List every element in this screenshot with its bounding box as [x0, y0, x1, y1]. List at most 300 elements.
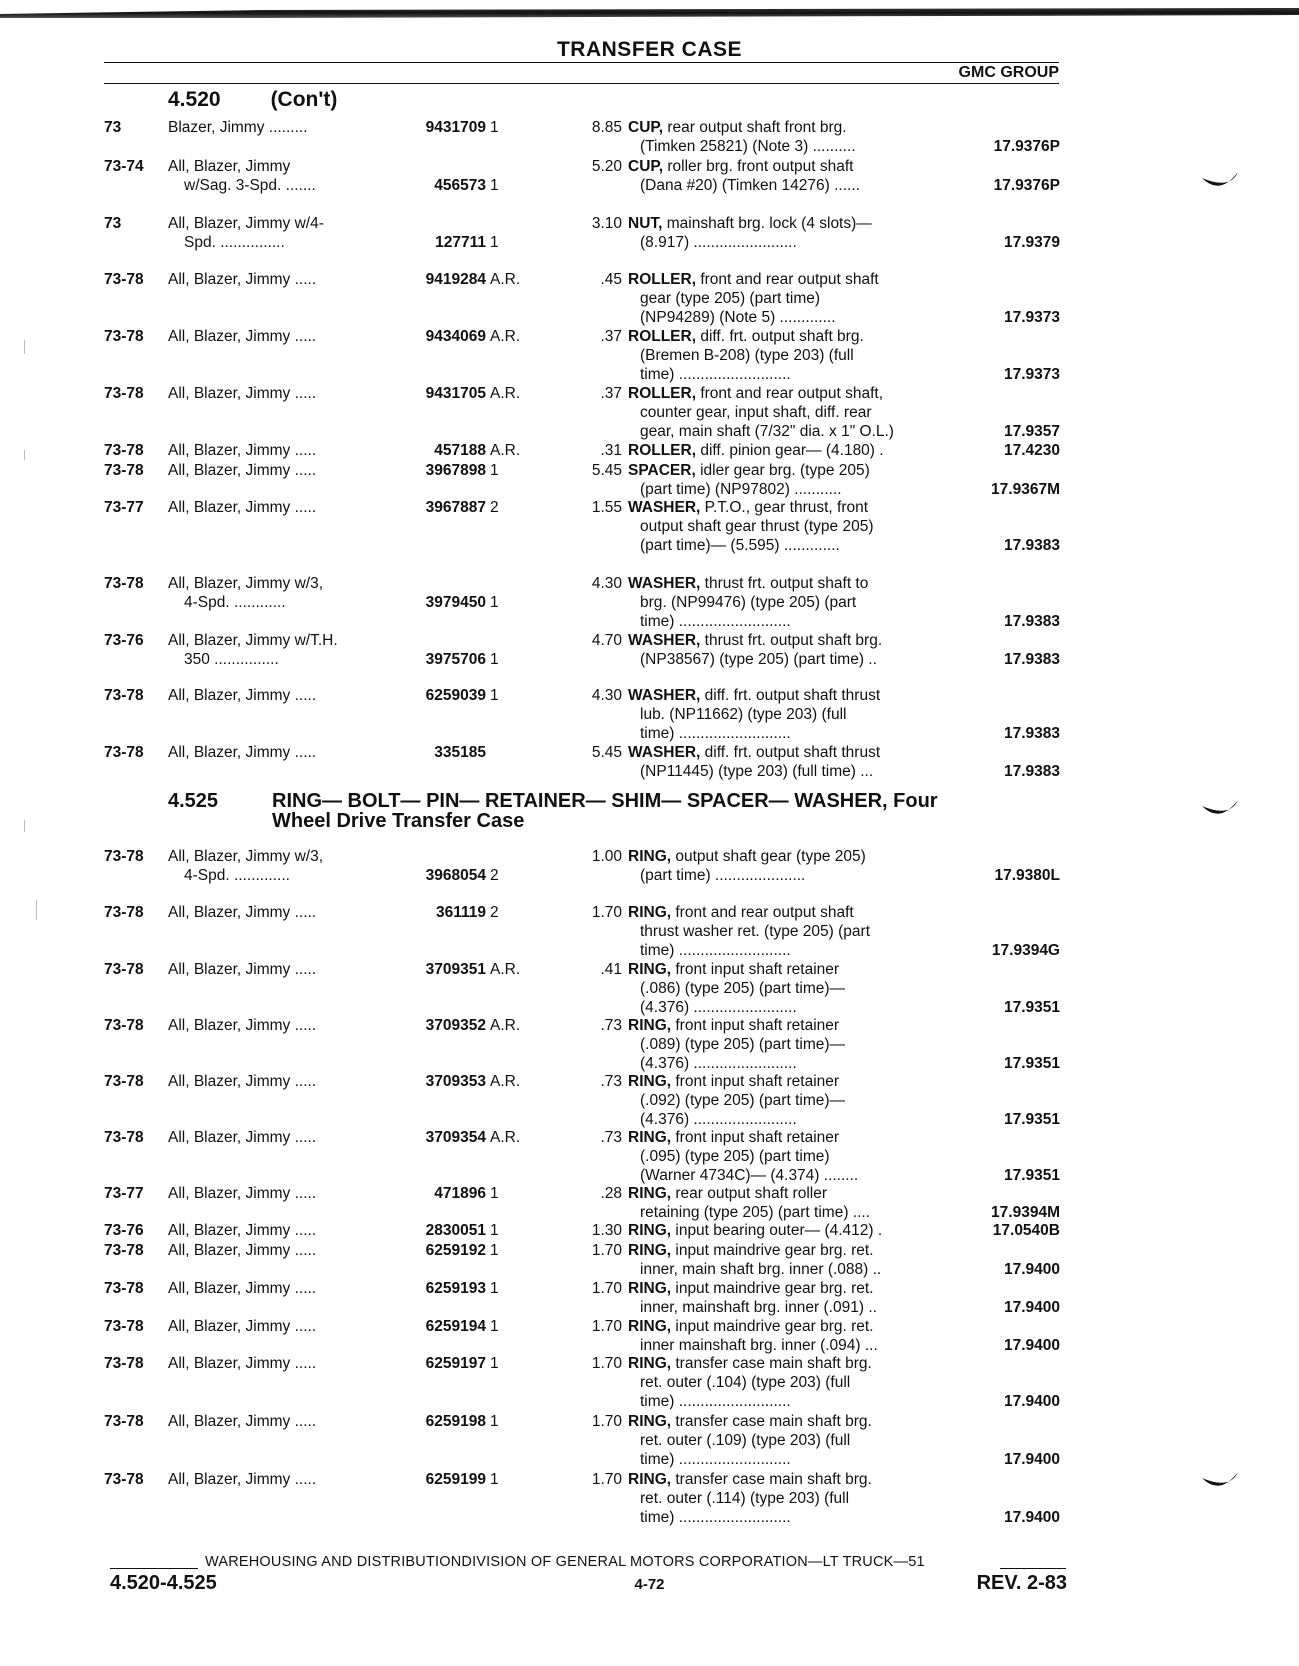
- description-text: transfer case main shaft brg.: [675, 1413, 872, 1430]
- price: 1.70: [591, 1413, 622, 1430]
- description-line: (Warner 4734C)— (4.374) ........: [640, 1167, 859, 1184]
- description-line: ret. outer (.109) (type 203) (full: [640, 1432, 851, 1449]
- description: [628, 686, 948, 743]
- price: 4.30: [591, 575, 622, 592]
- price: .45: [600, 271, 622, 288]
- part-name: RING,: [628, 1129, 672, 1146]
- quantity: A.R.: [490, 1017, 521, 1034]
- description: [628, 1221, 948, 1240]
- description-line: thrust washer ret. (type 205) (part: [640, 923, 871, 940]
- application-line: All, Blazer, Jimmy .....: [168, 462, 317, 479]
- description: [628, 1241, 948, 1279]
- description-text: diff. frt. output shaft brg.: [700, 328, 864, 345]
- part-number: 457188: [434, 442, 486, 459]
- description-line: [628, 686, 948, 705]
- application-line: All, Blazer, Jimmy w/T.H.: [168, 632, 338, 649]
- price: 1.00: [591, 848, 622, 865]
- description-line: (Timken 25821) (Note 3) ..........: [640, 138, 856, 155]
- part-number: 6259192: [425, 1242, 486, 1259]
- part-name: RING,: [628, 1185, 672, 1202]
- part-number: 3709354: [425, 1129, 486, 1146]
- description-line: [628, 214, 948, 233]
- model-years: 73: [104, 119, 122, 136]
- description-line: inner, main shaft brg. inner (.088) ..: [640, 1261, 882, 1278]
- price: 5.20: [591, 158, 622, 175]
- description-line: [628, 743, 948, 762]
- application-line: All, Blazer, Jimmy .....: [168, 1280, 317, 1297]
- application: [168, 461, 383, 480]
- description: [628, 1184, 948, 1222]
- price: 4.70: [591, 632, 622, 649]
- description: [628, 847, 948, 885]
- part-number: 3979450: [425, 594, 486, 611]
- application-line: All, Blazer, Jimmy .....: [168, 271, 317, 288]
- description-text: input maindrive gear brg. ret.: [675, 1318, 874, 1335]
- description: [628, 903, 948, 960]
- description-text: front and rear output shaft: [675, 904, 854, 921]
- description-line: [628, 1354, 948, 1373]
- quantity: 1: [490, 1413, 499, 1430]
- model-years: 73-78: [104, 687, 144, 704]
- application: [168, 1317, 383, 1336]
- price: 1.70: [591, 904, 622, 921]
- catalog-number: 17.9376P: [993, 138, 1060, 155]
- model-years: 73-78: [104, 462, 144, 479]
- catalog-number: 17.9357: [1003, 423, 1060, 440]
- group-rule: [104, 83, 1059, 84]
- description-line: [628, 1412, 948, 1431]
- description: [628, 384, 948, 441]
- description: [628, 1412, 948, 1469]
- application-line: All, Blazer, Jimmy .....: [168, 1185, 317, 1202]
- application-line: All, Blazer, Jimmy .....: [168, 442, 317, 459]
- description-line: inner, mainshaft brg. inner (.091) ..: [640, 1299, 877, 1316]
- description-line: (.092) (type 205) (part time)—: [640, 1092, 846, 1109]
- description-text: thrust frt. output shaft to: [704, 575, 869, 592]
- description-line: [628, 1241, 948, 1260]
- quantity: 1: [490, 177, 499, 194]
- price: .37: [600, 385, 622, 402]
- description-text: input bearing outer— (4.412) .: [675, 1222, 883, 1239]
- title-rule: [104, 62, 1059, 63]
- part-name: RING,: [628, 961, 672, 978]
- description-text: idler gear brg. (type 205): [700, 462, 870, 479]
- description-line: (part time) (NP97802) ...........: [640, 481, 842, 498]
- part-number: 9434069: [425, 328, 486, 345]
- catalog-number: 17.9383: [1003, 725, 1060, 742]
- part-name: RING,: [628, 1242, 672, 1259]
- part-name: ROLLER,: [628, 271, 697, 288]
- description-text: diff. pinion gear— (4.180) .: [700, 442, 884, 459]
- part-name: ROLLER,: [628, 328, 697, 345]
- part-name: NUT,: [628, 215, 663, 232]
- description-line: inner mainshaft brg. inner (.094) ...: [640, 1337, 878, 1354]
- description-line: [628, 1184, 948, 1203]
- catalog-number: 17.9400: [1003, 1393, 1060, 1410]
- description-text: roller brg. front output shaft: [667, 158, 854, 175]
- part-number: 471896: [434, 1185, 486, 1202]
- description: [628, 1470, 948, 1527]
- price: 1.30: [591, 1222, 622, 1239]
- part-number: 335185: [434, 744, 486, 761]
- catalog-number: 17.9383: [1003, 613, 1060, 630]
- application-line: All, Blazer, Jimmy .....: [168, 1242, 317, 1259]
- part-number: 3967887: [425, 499, 486, 516]
- price: 8.85: [591, 119, 622, 136]
- description-text: front and rear output shaft: [700, 271, 879, 288]
- description-line: (4.376) ........................: [640, 1111, 797, 1128]
- part-number: 3709353: [425, 1073, 486, 1090]
- description-line: (part time) .....................: [640, 867, 806, 884]
- binder-mark-bottom: [1200, 1470, 1240, 1492]
- model-years: 73: [104, 215, 122, 232]
- description-line: (8.917) ........................: [640, 234, 797, 251]
- application: [168, 214, 383, 252]
- description-text: input maindrive gear brg. ret.: [675, 1280, 874, 1297]
- catalog-number: 17.9383: [1003, 537, 1060, 554]
- description-line: [628, 1072, 948, 1091]
- description-line: [628, 631, 948, 650]
- model-years: 73-78: [104, 1471, 144, 1488]
- application-line: All, Blazer, Jimmy .....: [168, 1471, 317, 1488]
- part-number: 9431705: [425, 385, 486, 402]
- application: [168, 903, 383, 922]
- catalog-number: 17.9394M: [991, 1204, 1060, 1221]
- margin-tick: [36, 900, 37, 920]
- description-line: (.095) (type 205) (part time): [640, 1148, 830, 1165]
- price: .28: [600, 1185, 622, 1202]
- part-number: 3968054: [425, 867, 486, 884]
- description-text: transfer case main shaft brg.: [675, 1471, 872, 1488]
- quantity: A.R.: [490, 1073, 521, 1090]
- part-number: 6259039: [425, 687, 486, 704]
- description: [628, 1128, 948, 1185]
- part-number: 3709351: [425, 961, 486, 978]
- part-number: 6259194: [425, 1318, 486, 1335]
- application-line: All, Blazer, Jimmy: [168, 158, 291, 175]
- catalog-number: 17.4230: [1003, 442, 1060, 459]
- application: [168, 384, 383, 403]
- quantity: A.R.: [490, 385, 521, 402]
- part-name: RING,: [628, 1280, 672, 1297]
- part-name: WASHER,: [628, 744, 701, 761]
- application-line: All, Blazer, Jimmy .....: [168, 328, 317, 345]
- part-name: CUP,: [628, 158, 664, 175]
- application-line: All, Blazer, Jimmy .....: [168, 1017, 317, 1034]
- description-text: thrust frt. output shaft brg.: [704, 632, 883, 649]
- footer-rule-right: [1000, 1568, 1066, 1569]
- description: [628, 1072, 948, 1129]
- catalog-number: 17.9400: [1003, 1451, 1060, 1468]
- model-years: 73-78: [104, 1318, 144, 1335]
- quantity: 1: [490, 1471, 499, 1488]
- description-text: diff. frt. output shaft thrust: [704, 687, 881, 704]
- price: 1.70: [591, 1280, 622, 1297]
- quantity: A.R.: [490, 1129, 521, 1146]
- description-line: (.089) (type 205) (part time)—: [640, 1036, 846, 1053]
- application: [168, 118, 383, 137]
- part-name: RING,: [628, 1222, 672, 1239]
- quantity: 1: [490, 119, 499, 136]
- application-line: Spd. ...............: [184, 234, 285, 251]
- description-line: time) ..........................: [640, 1509, 791, 1526]
- quantity: 1: [490, 594, 499, 611]
- description-line: gear (type 205) (part time): [640, 290, 821, 307]
- application-line: All, Blazer, Jimmy .....: [168, 904, 317, 921]
- group-title-line1: RING— BOLT— PIN— RETAINER— SHIM— SPACER— WASHER, Four: [272, 790, 938, 812]
- part-number: 6259198: [425, 1413, 486, 1430]
- description-line: time) ..........................: [640, 942, 791, 959]
- application: [168, 1221, 383, 1240]
- catalog-number: 17.9383: [1003, 651, 1060, 668]
- description-line: [628, 1470, 948, 1489]
- application-line: w/Sag. 3-Spd. .......: [184, 177, 316, 194]
- application-line: All, Blazer, Jimmy .....: [168, 1073, 317, 1090]
- application-line: All, Blazer, Jimmy .....: [168, 499, 317, 516]
- catalog-number: 17.0540B: [992, 1222, 1060, 1239]
- margin-tick: [24, 450, 25, 460]
- description-text: front input shaft retainer: [675, 961, 840, 978]
- price: 1.55: [591, 499, 622, 516]
- quantity: 1: [490, 1242, 499, 1259]
- description-text: P.T.O., gear thrust, front: [704, 499, 869, 516]
- model-years: 73-78: [104, 904, 144, 921]
- model-years: 73-78: [104, 1242, 144, 1259]
- description: [628, 960, 948, 1017]
- section-heading: [168, 88, 337, 112]
- description: [628, 327, 948, 384]
- section-note: (Con't): [270, 88, 338, 111]
- description-line: time) ..........................: [640, 1451, 791, 1468]
- model-years: 73-78: [104, 1413, 144, 1430]
- application: [168, 1279, 383, 1298]
- quantity: A.R.: [490, 271, 521, 288]
- description: [628, 157, 948, 195]
- model-years: 73-78: [104, 385, 144, 402]
- description-line: retaining (type 205) (part time) ....: [640, 1204, 871, 1221]
- application-line: All, Blazer, Jimmy .....: [168, 961, 317, 978]
- application-line: All, Blazer, Jimmy w/3,: [168, 575, 324, 592]
- application-line: All, Blazer, Jimmy w/4-: [168, 215, 324, 232]
- application-line: Blazer, Jimmy .........: [168, 119, 308, 136]
- group-title-line2: Wheel Drive Transfer Case: [272, 810, 525, 832]
- description: [628, 441, 948, 460]
- description-line: [628, 960, 948, 979]
- part-number: 9431709: [425, 119, 486, 136]
- part-number: 6259193: [425, 1280, 486, 1297]
- quantity: 1: [490, 1222, 499, 1239]
- part-name: RING,: [628, 1355, 672, 1372]
- model-years: 73-76: [104, 632, 144, 649]
- application: [168, 441, 383, 460]
- catalog-number: 17.9351: [1003, 1167, 1060, 1184]
- model-years: 73-78: [104, 442, 144, 459]
- catalog-number: 17.9400: [1003, 1299, 1060, 1316]
- margin-tick: [24, 340, 25, 354]
- catalog-number: 17.9379: [1003, 234, 1060, 251]
- quantity: 1: [490, 651, 499, 668]
- application: [168, 1470, 383, 1489]
- description-text: transfer case main shaft brg.: [675, 1355, 872, 1372]
- description-line: [628, 270, 948, 289]
- application: [168, 631, 383, 669]
- application-line: All, Blazer, Jimmy .....: [168, 1318, 317, 1335]
- part-number: 6259197: [425, 1355, 486, 1372]
- description-line: (4.376) ........................: [640, 1055, 797, 1072]
- part-number: 3967898: [425, 462, 486, 479]
- description-line: (.086) (type 205) (part time)—: [640, 980, 846, 997]
- price: 1.70: [591, 1242, 622, 1259]
- description-line: gear, main shaft (7/32" dia. x 1" O.L.): [640, 423, 894, 440]
- description-text: front input shaft retainer: [675, 1073, 840, 1090]
- price: 5.45: [591, 462, 622, 479]
- part-name: RING,: [628, 904, 672, 921]
- part-name: RING,: [628, 1318, 672, 1335]
- model-years: 73-76: [104, 1222, 144, 1239]
- quantity: 1: [490, 1355, 499, 1372]
- catalog-number: 17.9373: [1003, 309, 1060, 326]
- model-years: 73-78: [104, 961, 144, 978]
- description-line: [628, 1317, 948, 1336]
- model-years: 73-78: [104, 744, 144, 761]
- application-line: All, Blazer, Jimmy .....: [168, 1355, 317, 1372]
- model-years: 73-78: [104, 1355, 144, 1372]
- quantity: 2: [490, 867, 499, 884]
- application: [168, 157, 383, 195]
- quantity: 1: [490, 234, 499, 251]
- model-years: 73-78: [104, 848, 144, 865]
- description-line: time) ..........................: [640, 725, 791, 742]
- application: [168, 1241, 383, 1260]
- description-line: [628, 574, 948, 593]
- application-line: 4-Spd. .............: [184, 867, 290, 884]
- binder-mark-top: [1200, 170, 1240, 192]
- quantity: 2: [490, 904, 499, 921]
- application: [168, 498, 383, 517]
- part-number: 3709352: [425, 1017, 486, 1034]
- application: [168, 1412, 383, 1431]
- application-line: All, Blazer, Jimmy w/3,: [168, 848, 324, 865]
- model-years: 73-78: [104, 575, 144, 592]
- application-line: All, Blazer, Jimmy .....: [168, 687, 317, 704]
- description: [628, 1279, 948, 1317]
- description-line: (Bremen B-208) (type 203) (full: [640, 347, 854, 364]
- description-line: [628, 157, 948, 176]
- quantity: 1: [490, 1280, 499, 1297]
- description-line: [628, 461, 948, 480]
- part-number: 361119: [435, 904, 486, 921]
- part-number: 9419284: [425, 271, 486, 288]
- group-number: 4.525: [168, 790, 219, 812]
- part-number: 6259199: [425, 1471, 486, 1488]
- description-text: input maindrive gear brg. ret.: [675, 1242, 874, 1259]
- description-line: [628, 384, 948, 403]
- application: [168, 1016, 383, 1035]
- margin-tick: [24, 820, 25, 832]
- application-line: All, Blazer, Jimmy .....: [168, 385, 317, 402]
- description-line: [628, 1221, 948, 1240]
- top-scan-bar: [0, 8, 1299, 18]
- catalog-number: 17.9394G: [991, 942, 1060, 959]
- description-line: lub. (NP11662) (type 203) (full: [640, 706, 847, 723]
- model-years: 73-78: [104, 1129, 144, 1146]
- application: [168, 960, 383, 979]
- description: [628, 118, 948, 156]
- application: [168, 327, 383, 346]
- description-line: [628, 1279, 948, 1298]
- description-line: [628, 1128, 948, 1147]
- quantity: A.R.: [490, 961, 521, 978]
- description: [628, 498, 948, 555]
- part-name: WASHER,: [628, 499, 701, 516]
- application: [168, 743, 383, 762]
- description-line: counter gear, input shaft, diff. rear: [640, 404, 872, 421]
- description-line: (NP11445) (type 203) (full time) ...: [640, 763, 874, 780]
- part-name: CUP,: [628, 119, 664, 136]
- description-line: (4.376) ........................: [640, 999, 797, 1016]
- part-number: 127711: [435, 234, 486, 251]
- description-text: output shaft gear (type 205): [675, 848, 866, 865]
- application: [168, 574, 383, 612]
- catalog-number: 17.9400: [1003, 1337, 1060, 1354]
- application-line: All, Blazer, Jimmy .....: [168, 744, 317, 761]
- catalog-number: 17.9376P: [993, 177, 1060, 194]
- description-line: output shaft gear thrust (type 205): [640, 518, 874, 535]
- model-years: 73-78: [104, 328, 144, 345]
- application-line: All, Blazer, Jimmy .....: [168, 1129, 317, 1146]
- section-number: 4.520: [168, 88, 221, 111]
- price: 4.30: [591, 687, 622, 704]
- description-line: [628, 327, 948, 346]
- price: 1.70: [591, 1318, 622, 1335]
- description-text: rear output shaft roller: [675, 1185, 828, 1202]
- application-line: 4-Spd. ............: [184, 594, 286, 611]
- description-text: front input shaft retainer: [675, 1017, 840, 1034]
- footer-division: WAREHOUSING AND DISTRIBUTIONDIVISION OF GENERAL MOTORS CORPORATION—LT TRUCK—51: [205, 1554, 925, 1570]
- model-years: 73-74: [104, 158, 144, 175]
- quantity: 1: [490, 1318, 499, 1335]
- catalog-number: 17.9383: [1003, 763, 1060, 780]
- description-line: time) ..........................: [640, 366, 791, 383]
- application: [168, 270, 383, 289]
- binder-mark-middle: [1200, 798, 1240, 820]
- quantity: A.R.: [490, 442, 521, 459]
- price: .73: [600, 1017, 622, 1034]
- catalog-number: 17.9400: [1003, 1509, 1060, 1526]
- description-line: [628, 903, 948, 922]
- description-line: ret. outer (.114) (type 203) (full: [640, 1490, 850, 1507]
- description-line: [628, 847, 948, 866]
- model-years: 73-78: [104, 1017, 144, 1034]
- footer-range: 4.520-4.525: [110, 1572, 217, 1594]
- application: [168, 1128, 383, 1147]
- part-number: 2830051: [425, 1222, 486, 1239]
- description-text: front and rear output shaft,: [700, 385, 884, 402]
- description-line: (NP94289) (Note 5) .............: [640, 309, 836, 326]
- description: [628, 631, 948, 669]
- price: 3.10: [591, 215, 622, 232]
- part-name: WASHER,: [628, 687, 701, 704]
- footer-rule-left: [110, 1568, 198, 1569]
- description-line: [628, 1016, 948, 1035]
- description: [628, 461, 948, 499]
- page-title: TRANSFER CASE: [556, 38, 742, 61]
- part-name: ROLLER,: [628, 385, 697, 402]
- catalog-number: 17.9373: [1003, 366, 1060, 383]
- application: [168, 1184, 383, 1203]
- part-name: WASHER,: [628, 575, 701, 592]
- description-line: [628, 118, 948, 137]
